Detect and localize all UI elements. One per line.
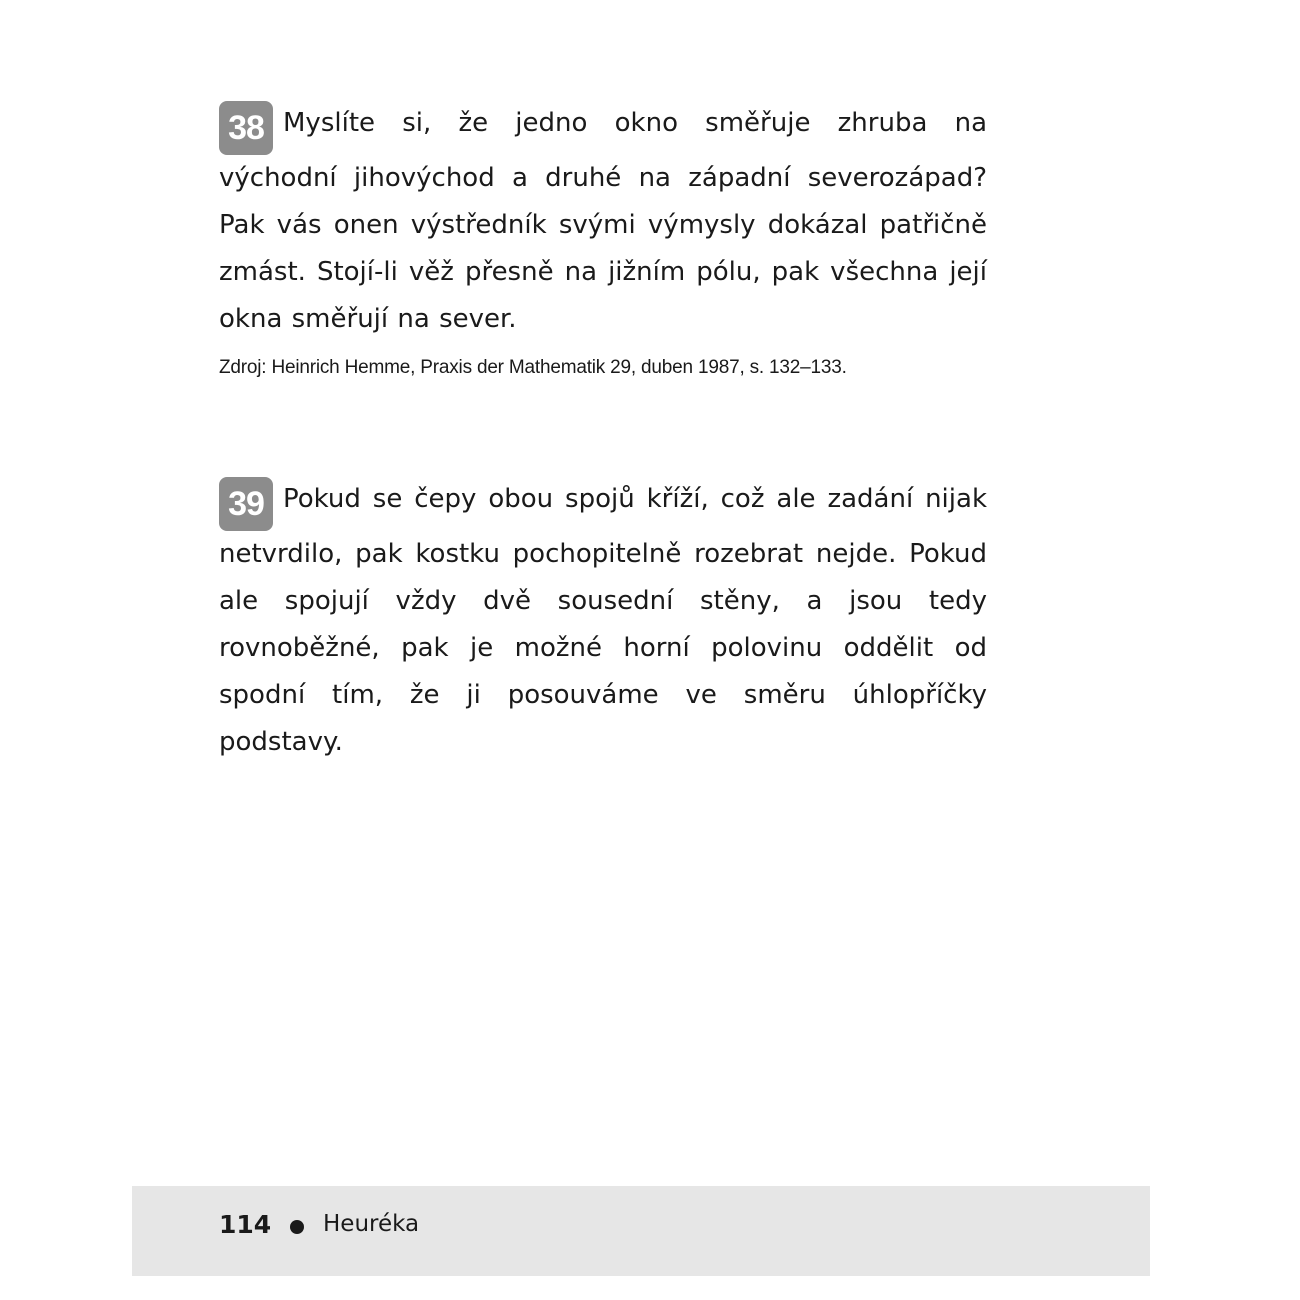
solution-39-text: Pokud se čepy obou spojů kříží, což ale zadání nijak netvrdilo, pak kostku pochopitelně rozebrat nejde. Pokud ale spojují vždy dvě sousední stěny, a jsou tedy rovnoběžné, pak je možné horní polovinu oddělit od spodní tím, že ji posouváme ve směru úhlopříčky podstavy. [219,484,987,757]
solution-38-text-block [219,100,987,343]
bullet-dot-icon [290,1220,304,1234]
solution-number-badge: 38 [219,101,273,155]
page-number: 114 [219,1210,272,1239]
book-title: Heuréka [323,1211,420,1237]
source-citation: Zdroj: Heinrich Hemme, Praxis der Mathematik 29, duben 1987, s. 132–133. [219,357,847,378]
page-footer [132,1186,1150,1276]
solution-number-badge: 39 [219,477,273,531]
solution-39-text-block [219,476,987,766]
solution-38-text: Myslíte si, že jedno okno směřuje zhruba na východní jihovýchod a druhé na západní severozápad? Pak vás onen výstředník svými výmysly dokázal patřičně zmást. Stojí-li věž přesně na jižním pólu, pak všechna její okna směřují na sever. [219,108,987,334]
solution-39 [219,476,987,766]
solution-38 [219,100,987,379]
